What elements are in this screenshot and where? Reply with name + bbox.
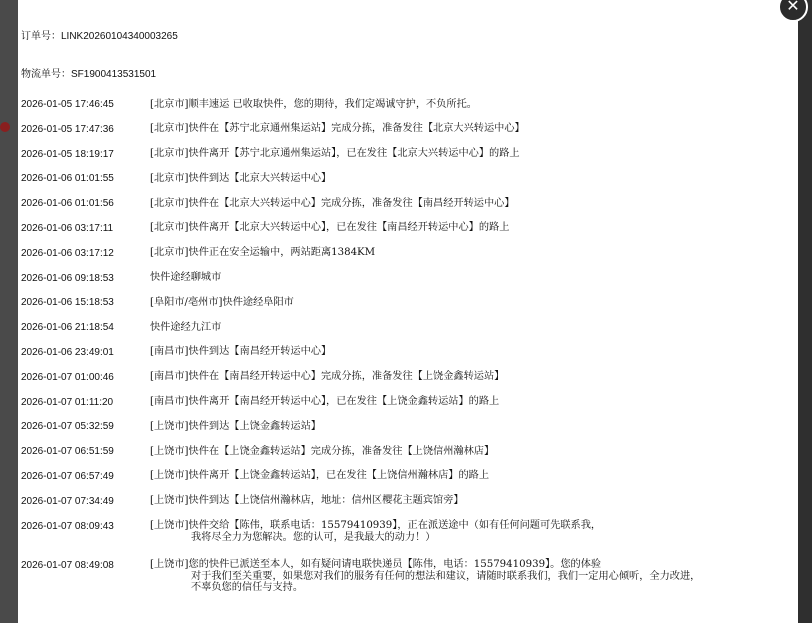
event-time: 2026-01-06 09:18:53 — [21, 272, 114, 284]
close-icon[interactable]: ✕ — [778, 0, 808, 22]
order-number-value: LINK20260104340003265 — [61, 31, 178, 42]
logistics-number-label: 物流单号： — [21, 69, 71, 80]
background-marker-icon — [0, 122, 10, 132]
event-time: 2026-01-06 01:01:56 — [21, 198, 114, 210]
tracking-event-row — [21, 272, 796, 297]
event-description-line: [上饶市]快件离开【上饶金鑫转运站】，已在发往【上饶信州瀚林店】的路上 — [150, 470, 490, 482]
tracking-event-row — [21, 296, 796, 321]
event-description-line: [北京市]快件正在安全运输中，两站距离1384KM — [150, 247, 376, 259]
event-time: 2026-01-07 06:57:49 — [21, 470, 114, 482]
event-time: 2026-01-05 18:19:17 — [21, 148, 114, 160]
event-time: 2026-01-06 03:17:12 — [21, 247, 114, 259]
event-description-line: [北京市]快件到达【北京大兴转运中心】 — [150, 172, 332, 184]
event-description-line: [上饶市]快件到达【上饶信州瀚林店，地址：信州区樱花主题宾馆旁】 — [150, 495, 464, 507]
event-description-line: [阜阳市/亳州市]快件途经阜阳市 — [150, 296, 294, 308]
event-time: 2026-01-06 01:01:55 — [21, 173, 114, 185]
event-time: 2026-01-06 03:17:11 — [21, 222, 114, 234]
event-time: 2026-01-07 07:34:49 — [21, 495, 114, 507]
event-description-line: [上饶市]快件在【上饶金鑫转运站】完成分拣，准备发往【上饶信州瀚林店】 — [150, 445, 495, 457]
order-number — [21, 27, 178, 42]
event-description — [150, 520, 796, 544]
event-description-line: [南昌市]快件到达【南昌经开转运中心】 — [150, 346, 332, 358]
event-description-line: [北京市]快件在【苏宁北京通州集运站】完成分拣，准备发往【北京大兴转运中心】 — [150, 123, 525, 135]
event-time: 2026-01-06 23:49:01 — [21, 346, 114, 358]
event-description-line: [北京市]顺丰速运 已收取快件，您的期待，我们定竭诚守护，不负所托。 — [150, 98, 477, 110]
tracking-event-row — [21, 247, 796, 272]
logistics-number — [21, 65, 156, 80]
event-description — [150, 445, 796, 457]
event-description — [150, 420, 796, 432]
event-description-line: 不辜负您的信任与支持。 — [191, 582, 304, 594]
order-number-label: 订单号： — [21, 31, 61, 42]
tracking-event-list — [21, 98, 796, 599]
event-description-line: 我将尽全力为您解决。您的认可，是我最大的动力！） — [191, 531, 436, 543]
event-description — [150, 148, 796, 160]
event-description-line: [上饶市]您的快件已派送至本人，如有疑问请电联快递员【陈伟，电话：15579410939】。您的体验 — [150, 559, 602, 571]
event-description-line: 快件途经聊城市 — [150, 272, 222, 284]
tracking-event-row — [21, 98, 796, 123]
tracking-event-row — [21, 396, 796, 421]
event-time: 2026-01-07 06:51:59 — [21, 446, 114, 458]
event-description — [150, 346, 796, 358]
event-description-line: [南昌市]快件离开【南昌经开转运中心】，已在发往【上饶金鑫转运站】的路上 — [150, 396, 500, 408]
event-time: 2026-01-07 08:09:43 — [21, 520, 114, 532]
tracking-event-row — [21, 197, 796, 222]
event-description-line: [南昌市]快件在【南昌经开转运中心】完成分拣，准备发往【上饶金鑫转运站】 — [150, 371, 505, 383]
event-description — [150, 321, 796, 333]
event-description-line: [北京市]快件离开【苏宁北京通州集运站】，已在发往【北京大兴转运中心】的路上 — [150, 148, 520, 160]
background-page — [0, 0, 18, 623]
event-description — [150, 272, 796, 284]
event-time: 2026-01-05 17:47:36 — [21, 123, 114, 135]
tracking-event-row — [21, 371, 796, 396]
tracking-dialog — [18, 0, 798, 623]
tracking-event-row — [21, 520, 796, 559]
event-description — [150, 495, 796, 507]
event-description-line: [上饶市]快件到达【上饶金鑫转运站】 — [150, 420, 321, 432]
event-time: 2026-01-07 01:00:46 — [21, 371, 114, 383]
event-time: 2026-01-07 05:32:59 — [21, 421, 114, 433]
event-description-line: [北京市]快件在【北京大兴转运中心】完成分拣，准备发往【南昌经开转运中心】 — [150, 197, 515, 209]
event-description — [150, 197, 796, 209]
event-description-line: [北京市]快件离开【北京大兴转运中心】，已在发往【南昌经开转运中心】的路上 — [150, 222, 510, 234]
event-description — [150, 396, 796, 408]
tracking-event-row — [21, 559, 796, 599]
event-description — [150, 296, 796, 308]
event-time: 2026-01-06 15:18:53 — [21, 297, 114, 309]
event-time: 2026-01-06 21:18:54 — [21, 322, 114, 334]
event-description — [150, 371, 796, 383]
tracking-event-row — [21, 172, 796, 197]
event-description — [150, 470, 796, 482]
event-description-line: 对于我们至关重要，如果您对我们的服务有任何的想法和建议，请随时联系我们，我们一定用心倾听，全力改进， — [191, 570, 701, 582]
event-description — [150, 222, 796, 234]
event-time: 2026-01-07 01:11:20 — [21, 396, 114, 408]
logistics-number-value: SF1900413531501 — [71, 69, 157, 80]
tracking-event-row — [21, 148, 796, 173]
event-time: 2026-01-05 17:46:45 — [21, 99, 114, 110]
event-description-line: 快件途经九江市 — [150, 321, 222, 333]
tracking-event-row — [21, 445, 796, 470]
tracking-event-row — [21, 321, 796, 346]
event-description — [150, 172, 796, 184]
background-page-right — [798, 0, 812, 623]
event-description — [150, 123, 796, 135]
event-description — [150, 247, 796, 259]
event-description — [150, 559, 796, 594]
event-description — [150, 98, 796, 110]
tracking-event-row — [21, 123, 796, 148]
tracking-event-row — [21, 495, 796, 520]
tracking-event-row — [21, 346, 796, 371]
tracking-event-row — [21, 470, 796, 495]
event-time: 2026-01-07 08:49:08 — [21, 559, 114, 571]
event-description-line: [上饶市]快件交给【陈伟，联系电话：15579410939】，正在派送途中（如有任何问题可先联系我， — [150, 520, 602, 532]
tracking-event-row — [21, 420, 796, 445]
tracking-event-row — [21, 222, 796, 247]
